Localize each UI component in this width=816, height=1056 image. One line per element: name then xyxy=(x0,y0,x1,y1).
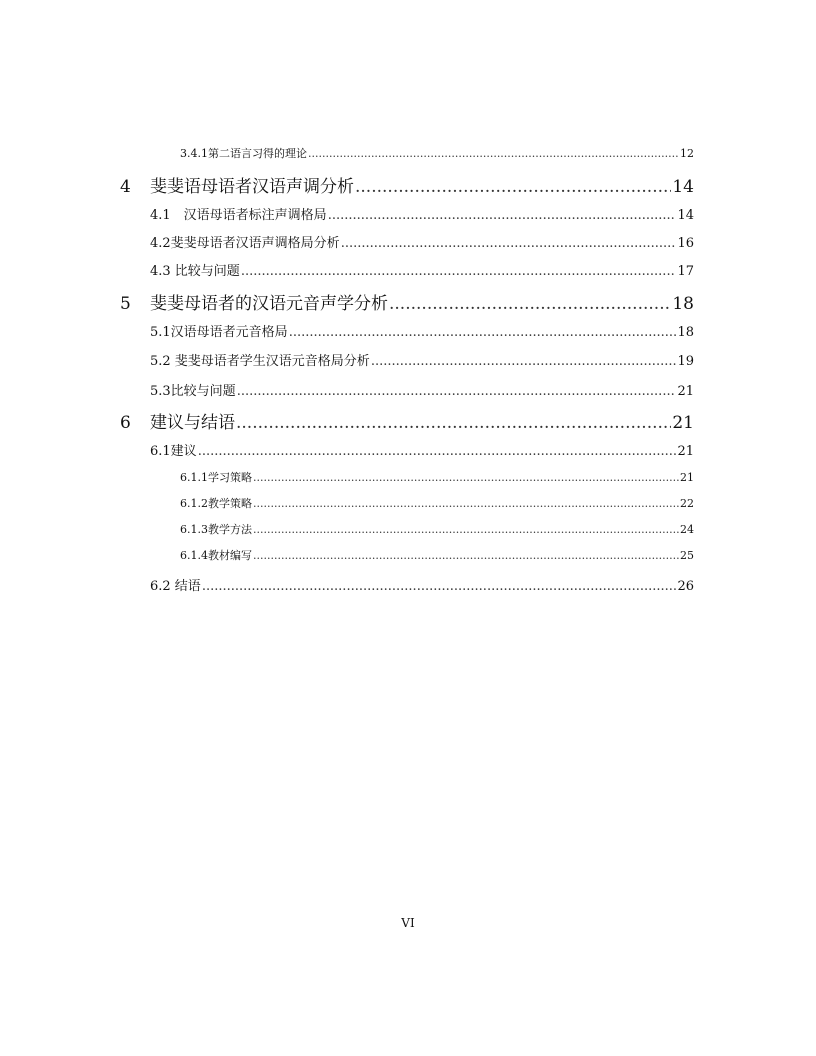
toc-entry[interactable] xyxy=(120,289,694,314)
toc-leader-dots xyxy=(328,208,677,223)
toc-leader-dots xyxy=(371,354,677,369)
toc-chapter-number: 5 xyxy=(120,294,131,314)
toc-entry[interactable] xyxy=(150,350,694,369)
toc-leader-dots xyxy=(341,236,677,251)
toc-leader-dots xyxy=(355,177,671,197)
toc-leader-dots xyxy=(241,264,677,279)
toc-leader-dots xyxy=(237,384,677,399)
toc-leader-dots xyxy=(253,523,679,536)
toc-entry[interactable] xyxy=(120,172,694,197)
toc-entry[interactable] xyxy=(180,521,694,537)
toc-entry-page: 21 xyxy=(672,413,694,433)
toc-entry[interactable] xyxy=(150,204,694,223)
toc-entry-title: 6.1.1学习策略 xyxy=(180,471,252,484)
toc-entry-title: 4.2斐斐母语者汉语声调格局分析 xyxy=(150,236,340,251)
toc-entry-page: 16 xyxy=(677,236,694,251)
toc-leader-dots xyxy=(202,579,677,594)
toc-entry[interactable] xyxy=(120,408,694,433)
toc-entry[interactable] xyxy=(150,232,694,251)
toc-entry-page: 26 xyxy=(677,579,694,594)
toc-entry-page: 21 xyxy=(680,471,694,484)
toc-entry-title: 4.1 汉语母语者标注声调格局 xyxy=(150,208,327,223)
toc-leader-dots xyxy=(253,549,679,562)
toc-entry-title: 6.1.4教材编写 xyxy=(180,549,252,562)
toc-leader-dots xyxy=(389,294,671,314)
toc-leader-dots xyxy=(198,444,677,459)
toc-entry-page: 25 xyxy=(680,549,694,562)
toc-entry[interactable] xyxy=(150,321,694,340)
toc-leader-dots xyxy=(289,325,677,340)
toc-entry-title: 3.4.1第二语言习得的理论 xyxy=(180,147,307,160)
toc-entry-title: 6.1.2教学策略 xyxy=(180,497,252,510)
toc-entry-title: 斐斐母语者的汉语元音声学分析 xyxy=(150,294,388,314)
toc-entry-page: 18 xyxy=(672,294,694,314)
toc-entry[interactable] xyxy=(180,547,694,563)
toc-entry-page: 21 xyxy=(677,384,694,399)
toc-entry[interactable] xyxy=(150,260,694,279)
toc-leader-dots xyxy=(308,147,679,160)
toc-entry-title: 6.1.3教学方法 xyxy=(180,523,252,536)
toc-entry-page: 17 xyxy=(677,264,694,279)
toc-chapter-number: 4 xyxy=(120,177,131,197)
toc-entry-title: 5.3比较与问题 xyxy=(150,384,236,399)
toc-entry[interactable] xyxy=(150,575,694,594)
toc-entry-title: 4.3 比较与问题 xyxy=(150,264,240,279)
toc-entry[interactable] xyxy=(150,380,694,399)
toc-chapter-number: 6 xyxy=(120,413,131,433)
toc-entry[interactable] xyxy=(180,145,694,161)
toc-entry-page: 14 xyxy=(672,177,694,197)
toc-entry-page: 14 xyxy=(677,208,694,223)
toc-entry-page: 19 xyxy=(677,354,694,369)
toc-entry-title: 建议与结语 xyxy=(150,413,235,433)
page-footer-number: VI xyxy=(401,916,415,930)
toc-entry[interactable] xyxy=(180,469,694,485)
toc-entry-page: 18 xyxy=(677,325,694,340)
toc-entry-title: 斐斐语母语者汉语声调分析 xyxy=(150,177,354,197)
toc-entry-title: 5.2 斐斐母语者学生汉语元音格局分析 xyxy=(150,354,370,369)
toc-entry[interactable] xyxy=(150,440,694,459)
toc-leader-dots xyxy=(253,497,679,510)
toc-entry-title: 6.2 结语 xyxy=(150,579,201,594)
toc-entry-page: 21 xyxy=(677,444,694,459)
toc-leader-dots xyxy=(236,413,671,433)
toc-entry[interactable] xyxy=(180,495,694,511)
toc-entry-page: 24 xyxy=(680,523,694,536)
toc-entry-title: 6.1建议 xyxy=(150,444,197,459)
toc-leader-dots xyxy=(253,471,679,484)
toc-entry-page: 22 xyxy=(680,497,694,510)
toc-entry-page: 12 xyxy=(680,147,694,160)
toc-entry-title: 5.1汉语母语者元音格局 xyxy=(150,325,288,340)
